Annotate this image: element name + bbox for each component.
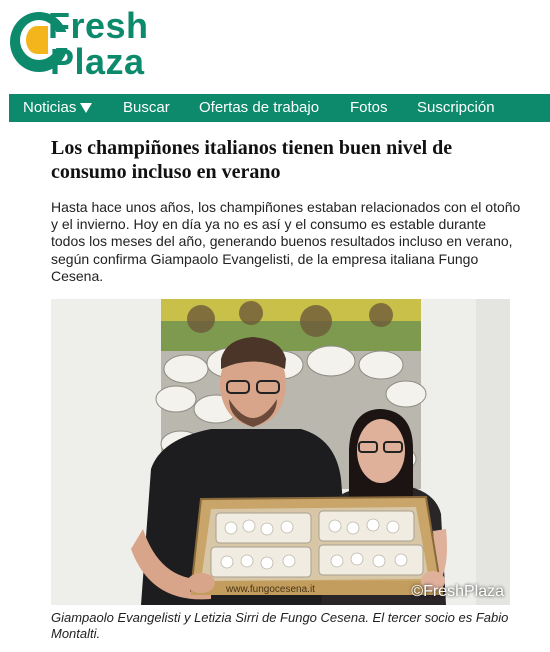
article-photo [51,299,510,605]
nav-item-fotos[interactable] [350,94,388,122]
main-nav [9,94,550,122]
logo-word-plaza: Plaza [50,41,145,82]
photo-credit: ©FreshPlaza [411,583,504,600]
nav-item-ofertas[interactable] [199,94,319,122]
logo-sun-icon [26,26,48,54]
nav-item-label: Fotos [350,99,388,116]
nav-item-label: Ofertas de trabajo [199,99,320,116]
article-lead: Hasta hace unos años, los champiñones estaban relacionados con el otoño y el invierno. Hoy en día ya no es así y el consumo es estable durante todos los meses del año, generando buenos resultados incluso en verano, según confirma Giampaolo Evangelisti, de la empresa italiana Fungo Cesena. [51,199,521,284]
crate-label: www.fungocesena.it [226,584,315,595]
nav-item-label: Buscar [123,99,170,116]
nav-item-suscripcion[interactable] [417,94,495,122]
photo-caption: Giampaolo Evangelisti y Letizia Sirri de Fungo Cesena. El tercer socio es Fabio Montalti. [51,610,509,641]
nav-item-buscar[interactable] [123,94,170,122]
nav-item-label: Suscripción [417,99,495,116]
nav-item-label: Noticias [23,99,77,116]
freshplaza-logo[interactable] [10,5,180,82]
photo-illustration [51,299,510,605]
caret-down-icon [80,103,92,113]
logo-word-fresh: Fresh [48,5,149,46]
nav-item-noticias[interactable] [23,94,92,122]
article-title: Los champiñones italianos tienen buen nivel de consumo incluso en verano [51,137,453,183]
